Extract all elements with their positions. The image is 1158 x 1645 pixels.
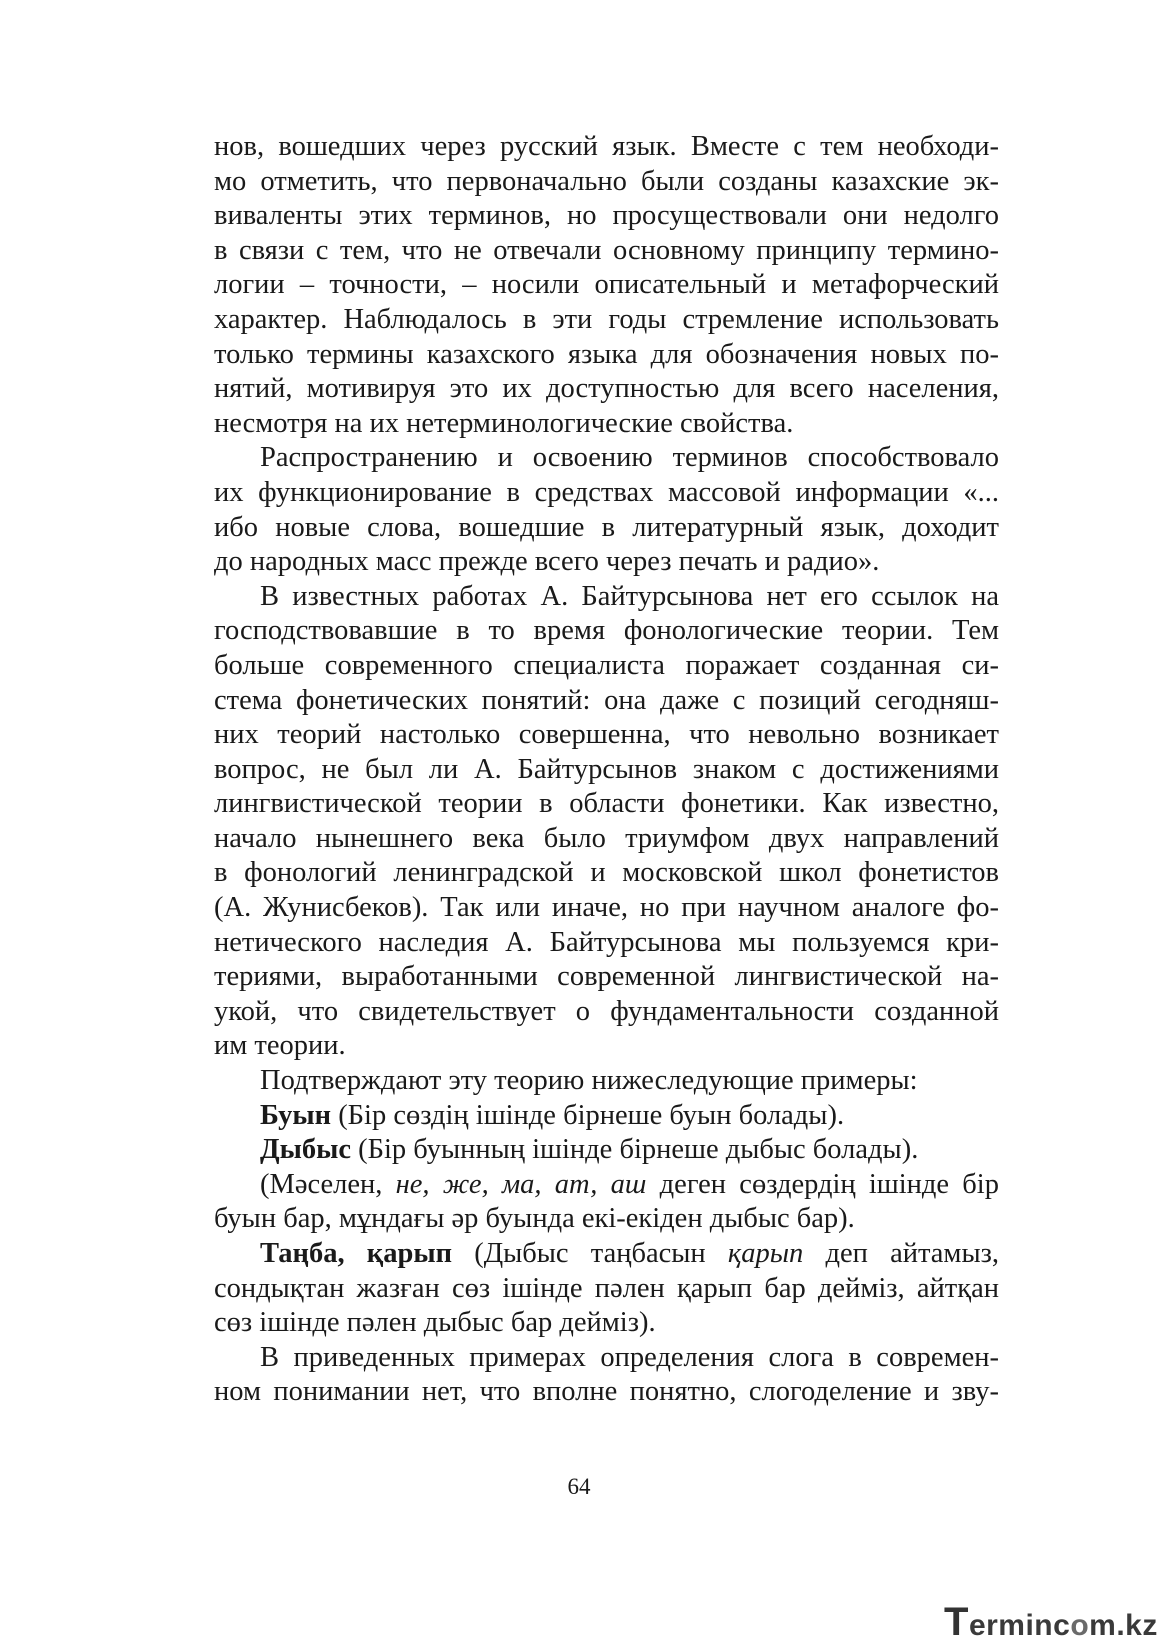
text-line: В приведенных примерах определения слога в современ- <box>260 1341 999 1373</box>
watermark-text: erminc <box>968 1609 1071 1642</box>
text-line: нетического наследия А. Байтурсынова мы пользуемся кри- <box>214 926 999 958</box>
paragraph <box>214 441 999 579</box>
page-number: 64 <box>567 1474 591 1499</box>
text-line: логии – точности, – носили описательный и метафорческий <box>214 269 999 301</box>
example-tanba <box>214 1237 999 1341</box>
text-line: несмотря на их нетерминологические свойства. <box>214 407 794 439</box>
example-text: (Мәселен, <box>260 1168 396 1200</box>
example-italic-word: қарып <box>727 1238 804 1269</box>
text-line: Распространению и освоению терминов способствовало <box>260 442 999 474</box>
text-line: них теорий настолько совершенна, что невольно возникает <box>214 719 999 751</box>
text-line: им теории. <box>214 1030 346 1062</box>
text-line: только термины казахского языка для обозначения новых по- <box>214 338 999 370</box>
magnifier-icon: o <box>1070 1609 1090 1642</box>
example-term: Таңба, қарып <box>260 1238 452 1269</box>
example-dybys <box>214 1133 999 1168</box>
text-line: вопрос, не был ли А. Байтурсынов знаком с достижениями <box>214 753 999 785</box>
example-text: деп айтамыз, <box>803 1238 999 1269</box>
text-line: начало нынешнего века было триумфом двух направлений <box>214 822 999 854</box>
example-text: (Бір буынның ішінде бірнеше дыбыс болады). <box>351 1134 919 1166</box>
text-line: В известных работах А. Байтурсынова нет его ссылок на <box>260 580 999 612</box>
example-text: буын бар, мұндағы әр буында екі-екіден дыбыс бар). <box>214 1203 855 1235</box>
example-text: сөз ішінде пәлен дыбыс бар дейміз). <box>214 1307 656 1339</box>
page-body <box>214 130 999 1410</box>
text-line: до народных масс прежде всего через печать и радио». <box>214 546 880 578</box>
text-line: виваленты этих терминов, но просуществовали они недолго <box>214 200 999 232</box>
watermark-text: m.kz <box>1089 1609 1158 1642</box>
example-term: Дыбыс <box>260 1134 352 1166</box>
text-line: в связи с тем, что не отвечали основному принципу термино- <box>214 234 999 266</box>
example-text: (Бір сөздің ішінде бірнеше буын болады). <box>331 1099 845 1131</box>
text-line: (А. Жунисбеков). Так или иначе, но при научном аналоге фо- <box>214 892 999 924</box>
text-line: лингвистической теории в области фонетики. Как известно, <box>214 788 999 820</box>
text-line: ном понимании нет, что вполне понятно, слогоделение и зву- <box>214 1376 999 1408</box>
text-line: господствовавшие в то время фонологические теории. Тем <box>214 615 999 647</box>
example-term: Буын <box>260 1099 332 1131</box>
paragraph <box>214 1064 999 1099</box>
text-line: в фонологий ленинградской и московской школ фонетистов <box>214 857 999 889</box>
text-line: ибо новые слова, вошедшие в литературный язык, доходит <box>214 511 999 543</box>
example-text: сондықтан жазған сөз ішінде пәлен қарып бар дейміз, айтқан <box>214 1272 999 1304</box>
example-buyn <box>214 1099 999 1134</box>
example-text: деген сөздердің ішінде бір <box>646 1168 999 1200</box>
text-line: Подтверждают эту теорию нижеследующие примеры: <box>260 1065 918 1097</box>
text-line: нов, вошедших через русский язык. Вместе с тем необходи- <box>214 131 999 162</box>
closing-paragraph <box>214 1341 999 1410</box>
text-line: укой, что свидетельствует о фундаментальности созданной <box>214 995 999 1027</box>
termincom-watermark <box>944 1600 1158 1645</box>
example-italic-words: не, же, ма, ат, аш <box>395 1168 647 1200</box>
text-line: нятий, мотивируя это их доступностью для всего населения, <box>214 373 999 405</box>
text-line: характер. Наблюдалось в эти годы стремление использовать <box>214 303 999 335</box>
watermark-letter: T <box>944 1600 969 1644</box>
text-line: мо отметить, что первоначально были созданы казахские эк- <box>214 165 999 197</box>
text-line: териями, выработанными современной лингвистической на- <box>214 961 999 993</box>
example-text: (Дыбыс таңбасын <box>452 1238 728 1269</box>
paragraph <box>214 130 999 441</box>
paragraphs <box>214 130 999 1099</box>
text-line: стема фонетических понятий: она даже с позиций сегодняш- <box>214 684 999 716</box>
example-meselen <box>214 1168 999 1237</box>
paragraph <box>214 580 999 1064</box>
text-line: их функционирование в средствах массовой информации «... <box>214 476 999 508</box>
text-line: больше современного специалиста поражает созданная си- <box>214 649 999 681</box>
